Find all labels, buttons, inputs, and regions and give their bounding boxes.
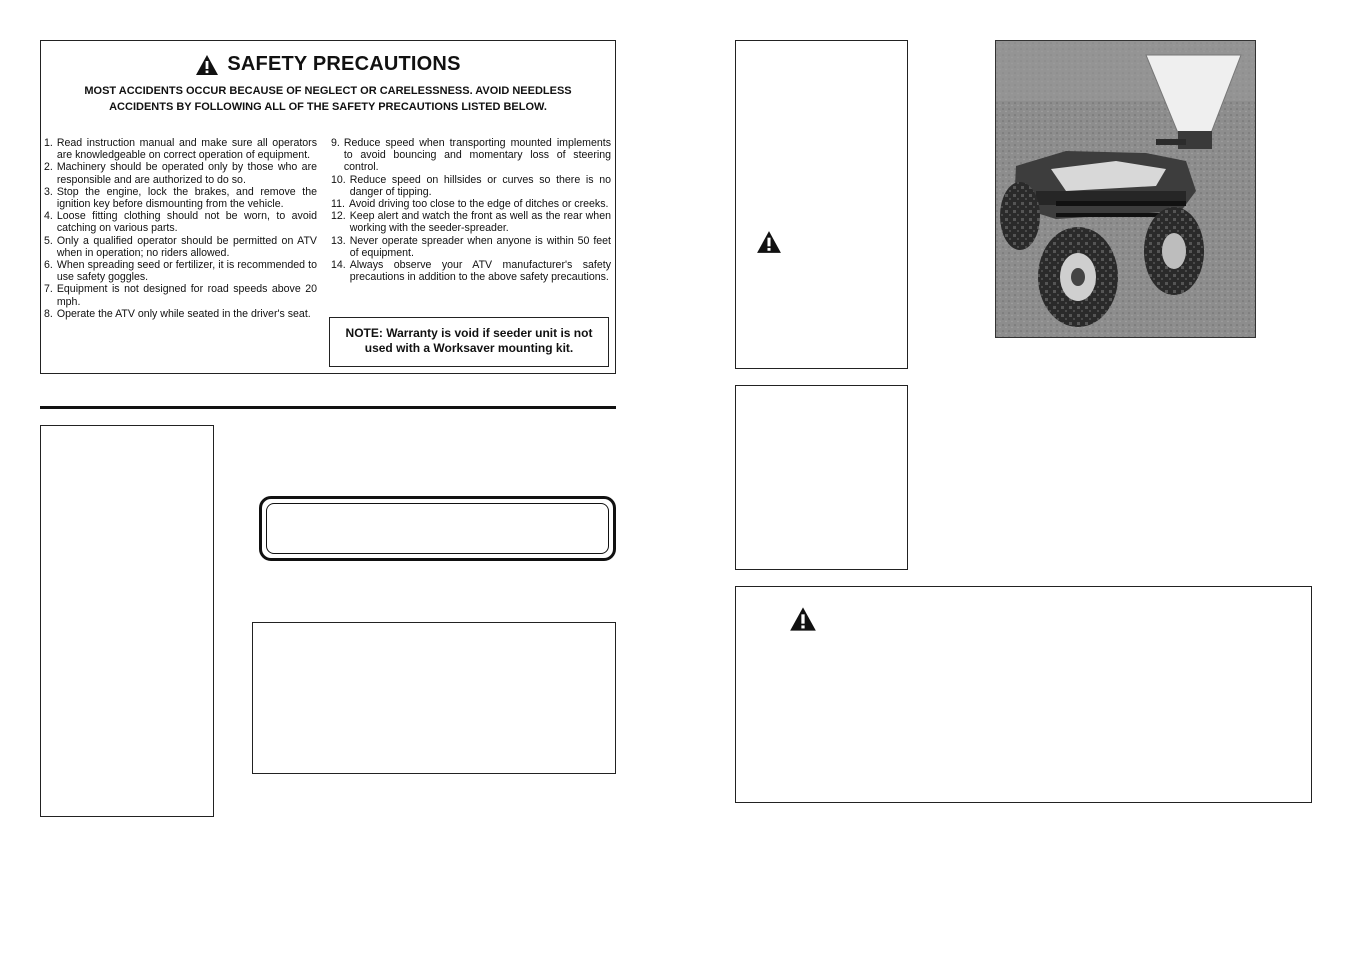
item-number: 1.	[44, 137, 53, 149]
warning-triangle-icon	[195, 54, 219, 76]
warning-triangle-icon	[756, 230, 782, 254]
middle-info-box	[252, 622, 616, 774]
item-text: Never operate spreader when anyone is within 50 feet of equipment.	[349, 234, 611, 259]
list-item	[44, 137, 317, 161]
item-text: Read instruction manual and make sure all operators are knowledgeable on correct operation of equipment.	[56, 137, 317, 162]
atv-spreader-photo	[995, 40, 1256, 338]
safety-precautions-panel	[40, 40, 616, 374]
right-middle-box	[735, 385, 908, 570]
safety-list-left	[44, 137, 317, 320]
rounded-callout-box	[259, 496, 616, 561]
item-number: 14.	[331, 259, 346, 272]
item-number: 7.	[44, 283, 53, 296]
item-text: Stop the engine, lock the brakes, and remove the ignition key before dismounting from the vehicle.	[56, 185, 317, 211]
list-item	[44, 210, 317, 234]
item-number: 9.	[331, 137, 340, 149]
item-text: Keep alert and watch the front as well as the rear when working with the seeder-spreader.	[349, 210, 611, 235]
list-item	[331, 235, 611, 259]
item-number: 10.	[331, 173, 346, 186]
safety-list-right	[331, 137, 611, 283]
list-item	[44, 283, 317, 307]
atv-spreader-illustration	[996, 41, 1256, 338]
item-number: 6.	[44, 259, 53, 272]
item-text: Operate the ATV only while seated in the driver's seat.	[56, 307, 311, 320]
item-number: 4.	[44, 210, 53, 223]
left-column-box	[40, 425, 214, 817]
list-item	[44, 259, 317, 283]
warning-triangle-icon	[789, 606, 817, 632]
list-item	[44, 308, 317, 320]
item-text: Loose fitting clothing should not be worn, to avoid catching on various parts.	[56, 210, 317, 235]
rounded-callout-inner	[266, 503, 609, 554]
list-item	[44, 235, 317, 259]
item-text: Avoid driving too close to the edge of ditches or creeks.	[348, 198, 609, 211]
section-divider	[40, 406, 616, 409]
item-text: Only a qualified operator should be permitted on ATV when in operation; no riders allowed.	[56, 234, 317, 259]
list-item	[331, 174, 611, 198]
list-item	[331, 137, 611, 174]
item-number: 3.	[44, 185, 53, 198]
list-item	[44, 186, 317, 210]
list-item	[44, 161, 317, 185]
item-text: Reduce speed on hillsides or curves so there is no danger of tipping.	[349, 173, 611, 198]
item-number: 8.	[44, 307, 53, 320]
item-text: Machinery should be operated only by those who are responsible and are authorized to do so.	[56, 161, 317, 186]
warranty-note: NOTE: Warranty is void if seeder unit is not used with a Worksaver mounting kit.	[329, 317, 609, 367]
item-text: Equipment is not designed for road speeds above 20 mph.	[56, 283, 317, 308]
item-text: Always observe your ATV manufacturer's safety precautions in addition to the above safety precautions.	[349, 259, 611, 284]
safety-title: SAFETY PRECAUTIONS	[227, 53, 461, 75]
list-item	[331, 198, 611, 210]
bottom-warning-box	[735, 586, 1312, 803]
safety-title-row	[41, 53, 615, 76]
item-number: 13.	[331, 234, 346, 247]
list-item	[331, 210, 611, 234]
safety-subtitle: MOST ACCIDENTS OCCUR BECAUSE OF NEGLECT OR CARELESSNESS. AVOID NEEDLESS ACCIDENTS BY FOLLOWING ALL OF THE SAFETY PRECAUTIONS LISTED BELOW.	[84, 85, 572, 113]
item-number: 12.	[331, 210, 346, 223]
item-number: 2.	[44, 161, 53, 174]
item-text: When spreading seed or fertilizer, it is recommended to use safety goggles.	[56, 259, 317, 284]
right-top-box	[735, 40, 908, 369]
item-number: 11.	[331, 198, 345, 211]
item-text: Reduce speed when transporting mounted implements to avoid bouncing and momentary loss of steering control.	[343, 137, 611, 174]
item-number: 5.	[44, 234, 53, 247]
list-item	[331, 259, 611, 283]
